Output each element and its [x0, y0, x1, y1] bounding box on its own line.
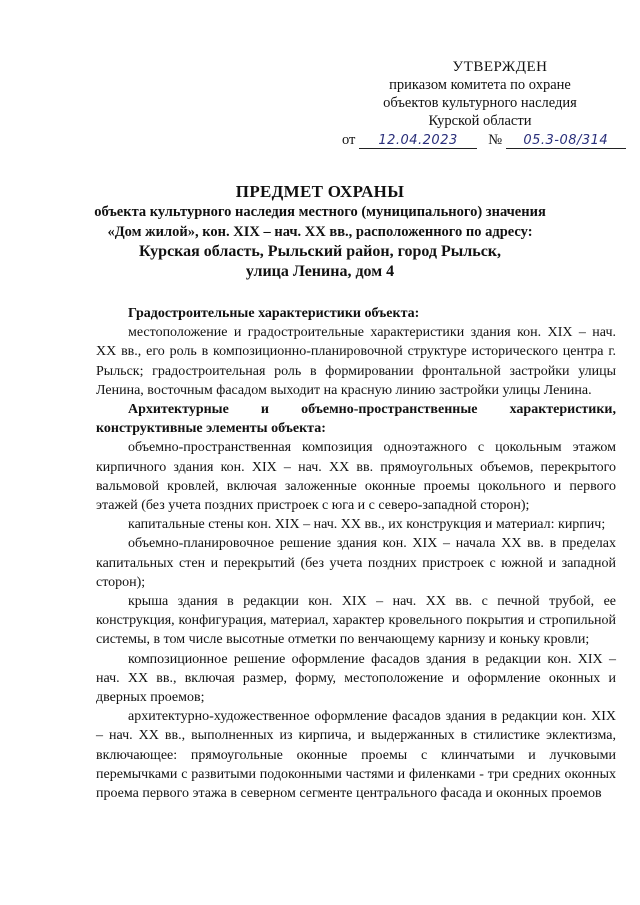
- number-value: 05.3-08/314: [506, 133, 626, 149]
- date-prefix: от: [342, 132, 356, 148]
- approval-title: УТВЕРЖДЕН: [452, 59, 548, 75]
- paragraph-location: местоположение и градостроительные характеристики здания кон. XIX – нач. XX вв., его роль в композиционно-планировочной структуре исторического центра г. Рыльск; градостроительная роль в формировании фронтальной застройки улицы Ленина, восточным фасадом выходит на красную линию застройки улицы Ленина.: [96, 325, 616, 398]
- approval-line-1: приказом комитета по охране: [389, 77, 571, 93]
- heading-line-2: «Дом жилой», кон. XIX – нач. XX вв., расположенного по адресу:: [107, 224, 533, 240]
- approval-line-2: объектов культурного наследия: [383, 95, 577, 111]
- paragraph-facade-decoration: архитектурно-художественное оформление фасадов здания в редакции кон. XIX – нач. XX вв., выполненных из кирпича, и выдержанных в стилистике эклектизма, включающее: прямоугольные оконные проемы с клинчатыми и лучковыми перемычками с развитыми подоконными частями и филенками - три средних оконных проема первого этажа в северном сегменте центрального фасада и оконных проемов: [96, 709, 616, 802]
- heading-line-4: улица Ленина, дом 4: [245, 263, 395, 280]
- heading-line-3: Курская область, Рыльский район, город Рыльск,: [138, 243, 502, 260]
- approval-date-number-line: [342, 132, 632, 154]
- section-heading-architecture: Архитектурные и объемно-пространственные характеристики, конструктивные элементы объекта:: [96, 402, 616, 437]
- approval-line-3: Курской области: [428, 113, 532, 129]
- heading-line-1: объекта культурного наследия местного (муниципального) значения: [94, 204, 546, 220]
- paragraph-planning: объемно-планировочное решение здания кон. XIX – начала XX вв. в пределах капитальных стен и перекрытий (без учета поздних пристроек с южной и западной сторон);: [96, 536, 616, 590]
- date-value: 12.04.2023: [359, 133, 477, 149]
- approval-block: [330, 58, 630, 130]
- paragraph-walls: капитальные стены кон. XIX – нач. XX вв., их конструкция и материал: кирпич;: [128, 517, 606, 533]
- paragraph-composition: объемно-пространственная композиция одноэтажного с цокольным этажом кирпичного здания кон. XIX – нач. XX вв. прямоугольных объемов, перекрытого вальмовой кровлей, включая заложенные оконные проемы цокольного и первого этажей (без учета поздних пристроек с юга и с северо-западной сторон);: [96, 440, 616, 514]
- document-body: [96, 304, 616, 803]
- section-heading-urban: Градостроительные характеристики объекта:: [128, 306, 420, 321]
- number-prefix: №: [488, 132, 503, 148]
- paragraph-facade-composition: композиционное решение оформление фасадов здания в редакции кон. XIX – нач. XX вв., включая размер, форму, местоположение и оформление оконных и дверных проемов;: [96, 651, 616, 706]
- paragraph-roof: крыша здания в редакции кон. XIX – нач. XX вв. с печной трубой, ее конструкция, конфигурация, материал, характер кровельного покрытия и стропильной системы, в том числе высотные отметки по венчающему карнизу и коньку кровли;: [96, 594, 616, 648]
- document-title: ПРЕДМЕТ ОХРАНЫ: [235, 182, 405, 201]
